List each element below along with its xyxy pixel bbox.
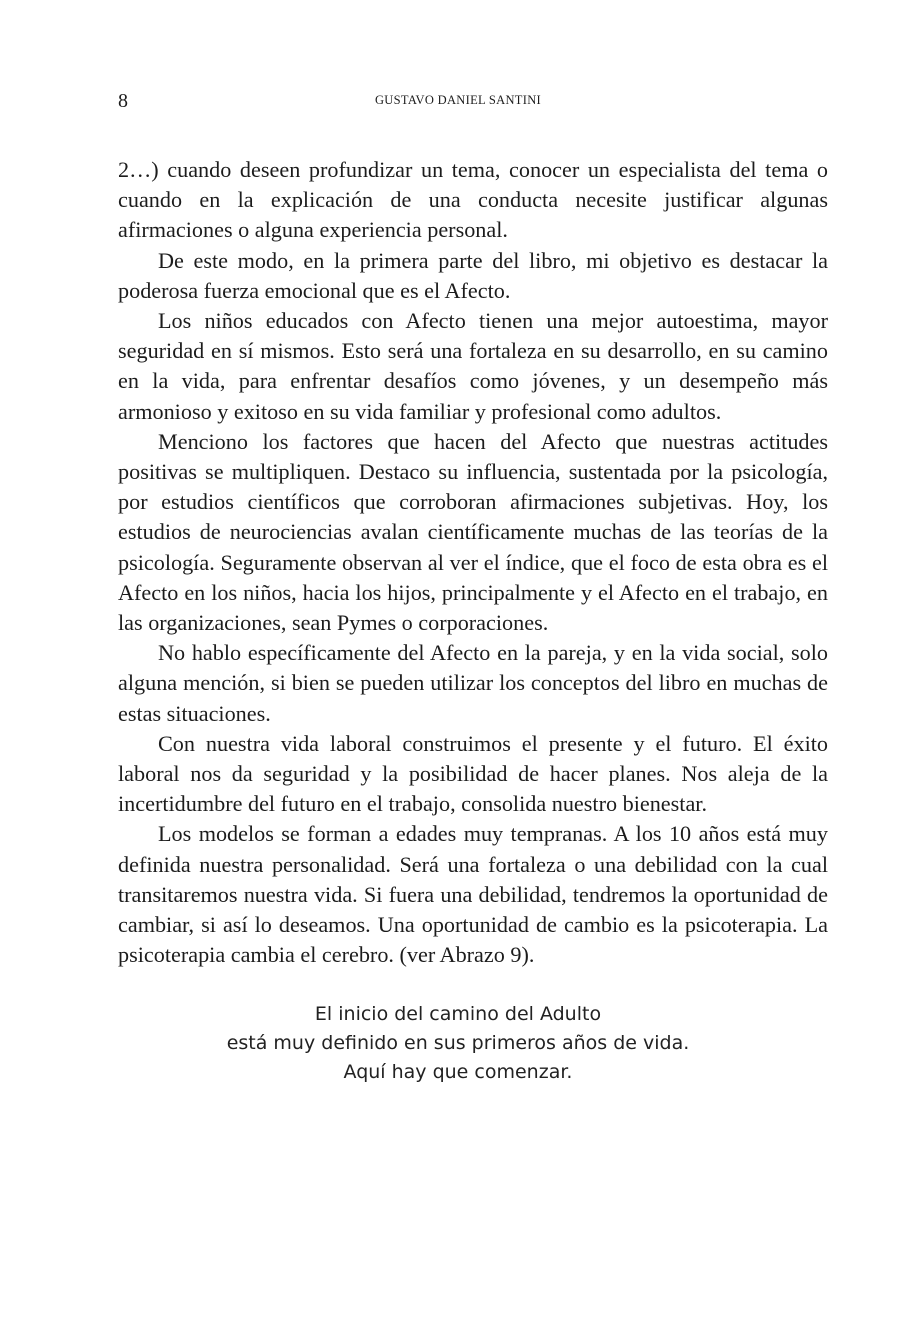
- page-number: 8: [118, 90, 128, 112]
- body-paragraph: Los modelos se forman a edades muy tempranas. A los 10 años está muy definida nuestra personalidad. Será una fortaleza o una debilidad con la cual transitaremos nuestra vida. Si fuera una debilidad, tendremos la oportunidad de cambiar, si así lo deseamos. Una oportunidad de cambio es la psicoterapia. La psicoterapia cambia el cerebro. (ver Abrazo 9).: [118, 821, 828, 968]
- closing-quote: [0, 1000, 916, 1087]
- body-text: [118, 155, 828, 970]
- closing-quote-line: El inicio del camino del Adulto: [314, 1003, 602, 1025]
- body-paragraph: Menciono los factores que hacen del Afecto que nuestras actitudes positivas se multipliquen. Destaco su influencia, sustentada por la psicología, por estudios científicos que corroboran afirmaciones subjetivas. Hoy, los estudios de neurociencias avalan científicamente muchas de las teorías de la psicología. Seguramente observan al ver el índice, que el foco de esta obra es el Afecto en los niños, hacia los hijos, principalmente y el Afecto en el trabajo, en las organizaciones, sean Pymes o corporaciones.: [118, 428, 828, 636]
- closing-quote-line: está muy definido en sus primeros años de vida.: [226, 1032, 690, 1054]
- closing-quote-line: Aquí hay que comenzar.: [343, 1061, 573, 1083]
- body-paragraph: Los niños educados con Afecto tienen una mejor autoestima, mayor seguridad en sí mismos. Esto será una fortaleza en su desarrollo, en su camino en la vida, para enfrentar desafíos como jóvenes, y un desempeño más armonioso y exitoso en su vida familiar y profesional como adultos.: [118, 308, 828, 424]
- body-paragraph: No hablo específicamente del Afecto en la pareja, y en la vida social, solo alguna mención, si bien se pueden utilizar los conceptos del libro en muchas de estas situaciones.: [118, 640, 828, 726]
- running-head: GUSTAVO DANIEL SANTINI: [374, 93, 541, 107]
- body-paragraph: Con nuestra vida laboral construimos el presente y el futuro. El éxito laboral nos da seguridad y la posibilidad de hacer planes. Nos aleja de la incertidumbre del futuro en el trabajo, consolida nuestro bienestar.: [118, 730, 828, 817]
- body-paragraph: 2…) cuando deseen profundizar un tema, conocer un especialista del tema o cuando en la explicación de una conducta necesite justificar algunas afirmaciones o alguna experiencia personal.: [118, 157, 828, 243]
- body-paragraph: De este modo, en la primera parte del libro, mi objetivo es destacar la poderosa fuerza emocional que es el Afecto.: [118, 247, 828, 303]
